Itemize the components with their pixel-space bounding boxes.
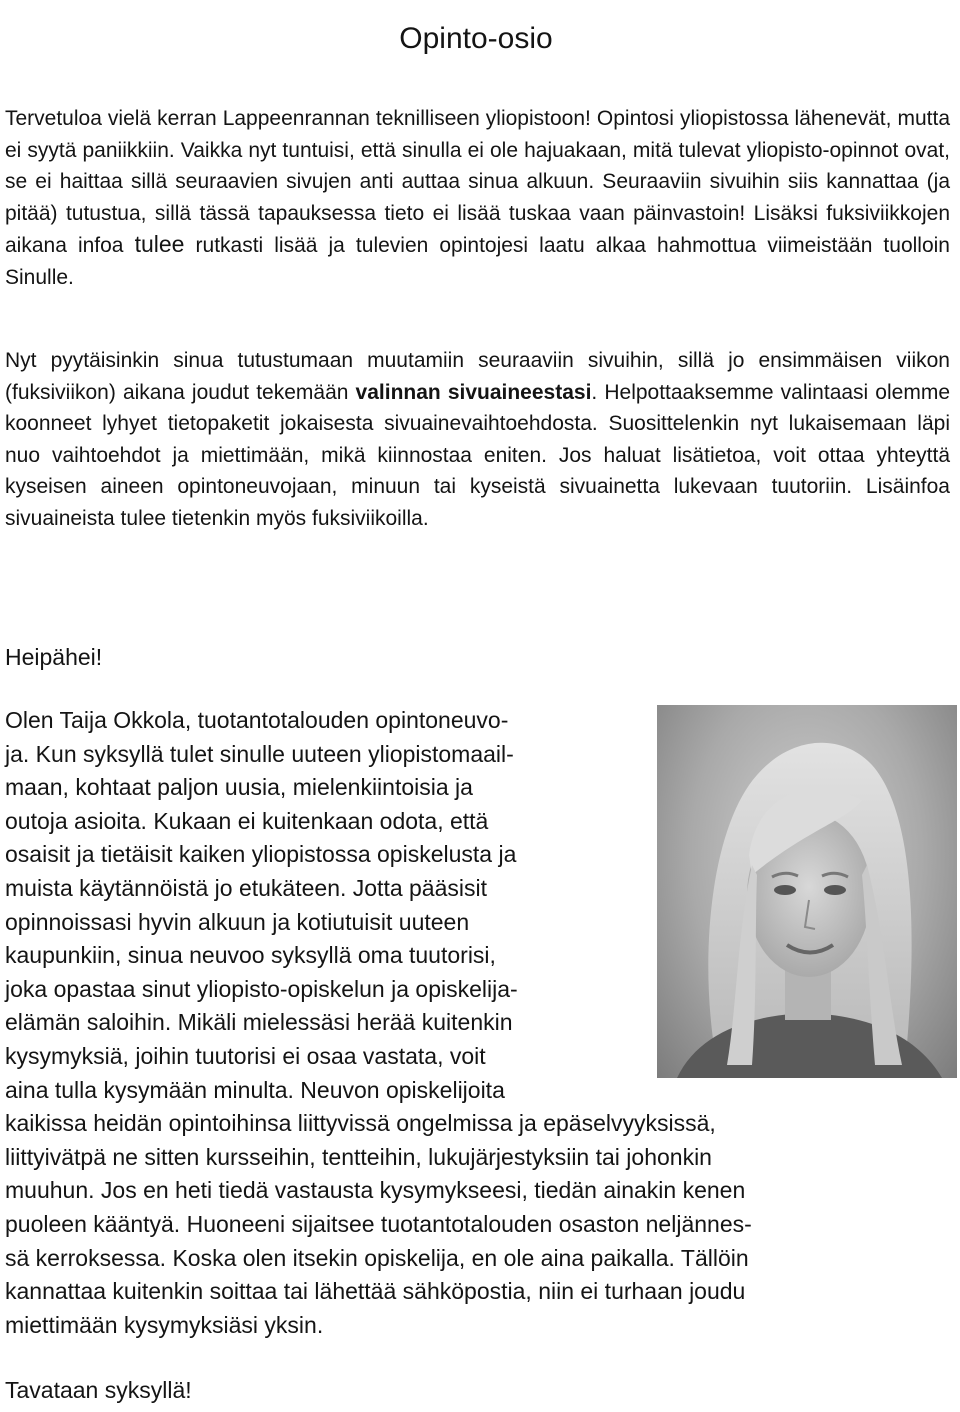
minor-text-part2: . Helpottaaksemme valintaasi olemme koonneet lyhyet tietopaketit jokaisesta sivuainevaihtoehdosta. Suosittelenkin nyt lukaisemaan läpi nuo vaihtoehdot ja miettimään, mikä kiinnostaa eniten. Jos haluat lisätietoa, voit ottaa yhteyttä kyseisen aineen opintoneuvojaan, minuun tai kyseistä sivuainetta lukevaan tuutoriin. Lisäinfoa sivuaineista tulee tietenkin myös fuksiviikoilla.: [5, 380, 950, 530]
bio-line: kannattaa kuitenkin soittaa tai lähettää sähköpostia, niin ei turhaan joudu: [5, 1278, 746, 1305]
bio-line: liittyivätpä ne sitten kursseihin, tentteihin, lukujärjestyksiin tai johonkin: [5, 1143, 712, 1170]
bio-line: miettimään kysymyksiäsi yksin.: [5, 1311, 324, 1338]
farewell: Tavataan syksyllä!: [5, 1377, 192, 1403]
page-title: Opinto-osio: [399, 22, 553, 56]
intro-paragraph: [5, 103, 950, 293]
bio-line: muista käytännöistä jo etukäteen. Jotta pääsisit: [5, 874, 488, 901]
bio-line: kaikissa heidän opintoihinsa liittyvissä ongelmissa ja epäselvyyksissä,: [5, 1110, 716, 1137]
minor-bold-phrase: valinnan sivuaineestasi: [355, 380, 592, 404]
minor-text-part1: Nyt pyytäisinkin sinua tutustumaan muutamiin seuraaviin sivuihin, sillä jo ensimmäisen viikon (fuksiviikon) aikana joudut tekemään: [5, 349, 950, 404]
bio-line: ja. Kun syksyllä tulet sinulle uuteen yliopistomaail-: [5, 740, 514, 767]
bio-line: muuhun. Jos en heti tiedä vastausta kysymykseesi, tiedän ainakin kenen: [5, 1177, 746, 1204]
bio-line: elämän saloihin. Mikäli mielessäsi herää kuitenkin: [5, 1009, 513, 1036]
intro-emphasis: tulee: [134, 231, 185, 257]
bio-line: puoleen kääntyä. Huoneeni sijaitsee tuotantotalouden osaston neljännes-: [5, 1210, 752, 1237]
intro-text-part1: Tervetuloa vielä kerran Lappeenrannan teknilliseen yliopistoon! Opintosi yliopistossa lähenevät, mutta ei syytä paniikkiin. Vaikka nyt tuntuisi, että sinulla ei ole hajuakaan, mitä tulevat yliopisto-opinnot ovat, se ei haittaa sillä seuraavien sivujen anti auttaa sinua alkuun. Seuraaviin sivuihin siis kannattaa (ja pitää) tutustua, sillä tässä tapauksessa tieto ei lisää tuskaa vaan päinvastoin! Lisäksi fuksiviikkojen aikana infoa: [5, 107, 950, 257]
bio-line: Olen Taija Okkola, tuotantotalouden opintoneuvo-: [5, 707, 509, 733]
bio-line: outoja asioita. Kukaan ei kuitenkaan odota, että: [5, 807, 489, 834]
bio-line: maan, kohtaat paljon uusia, mielenkiintoisia ja: [5, 774, 473, 801]
bio-line: sä kerroksessa. Koska olen itsekin opiskelija, en ole aina paikalla. Tällöin: [5, 1244, 749, 1271]
bio-line: osaisit ja tietäisit kaiken yliopistossa opiskelusta ja: [5, 841, 517, 868]
minor-subject-paragraph: [5, 345, 950, 534]
bio-line: aina tulla kysymään minulta. Neuvon opiskelijoita: [5, 1076, 505, 1103]
bio-line: kaupunkiin, sinua neuvoo syksyllä oma tuutorisi,: [5, 942, 496, 969]
intro-text-part2: rutkasti lisää ja tulevien opintojesi laatu alkaa hahmottua viimeistään tuolloin Sinulle.: [5, 234, 950, 289]
bio-line: kysymyksiä, joihin tuutorisi ei osaa vastata, voit: [5, 1042, 486, 1069]
greeting: Heipähei!: [5, 644, 103, 670]
bio-line: joka opastaa sinut yliopisto-opiskelun ja opiskelija-: [5, 975, 518, 1002]
advisor-bio-text: [5, 704, 955, 1342]
bio-line: opinnoissasi hyvin alkuun ja kotiutuisit uuteen: [5, 908, 470, 935]
